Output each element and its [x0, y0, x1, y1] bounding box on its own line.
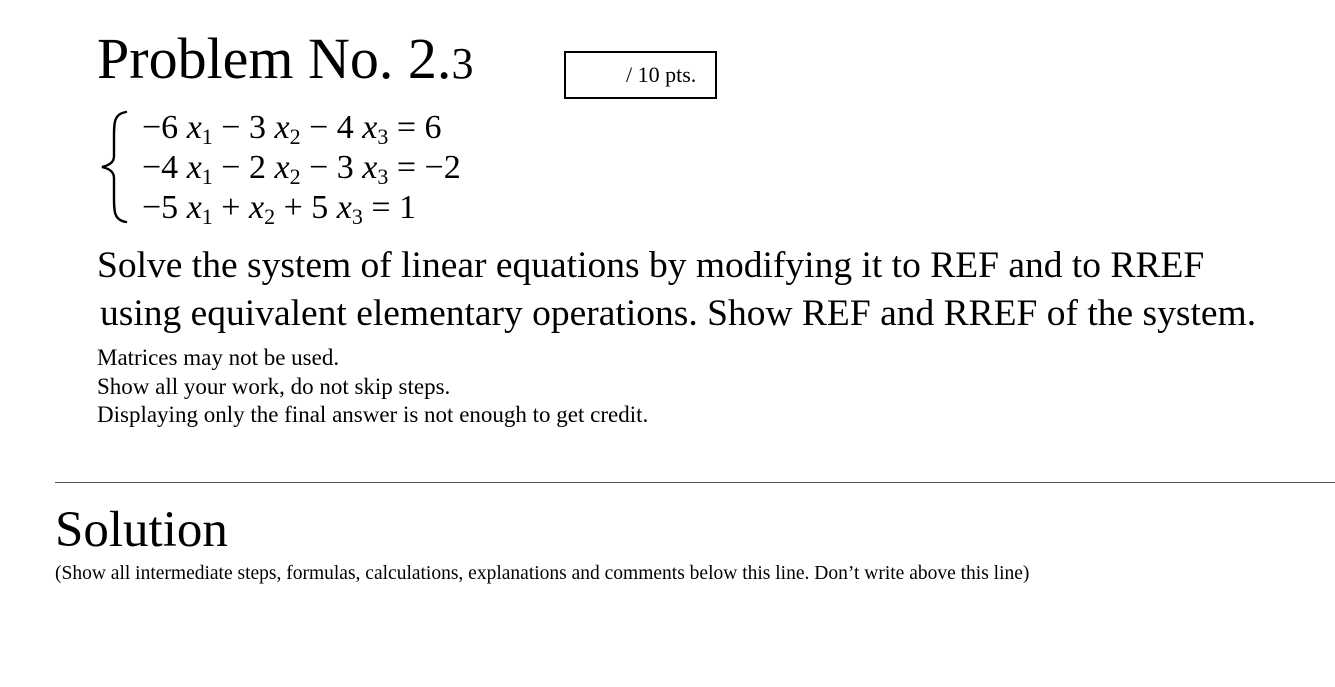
problem-instructions	[97, 242, 1327, 338]
eq3-op2: + 5	[275, 189, 337, 226]
eq3-coef1: −5	[142, 189, 179, 226]
note-item: Show all your work, do not skip steps.	[97, 373, 451, 399]
eq3-var3: x	[336, 189, 352, 226]
eq1-coef1: −6	[142, 109, 179, 146]
eq3-op1: +	[212, 189, 249, 226]
equation-system	[96, 108, 516, 229]
solution-note: (Show all intermediate steps, formulas, calculations, explanations and comments below this line. Don’t write above this line)	[55, 563, 1030, 584]
eq1-var3: x	[362, 109, 378, 146]
eq3-rhs: = 1	[362, 189, 417, 226]
eq1-op2: − 4	[300, 109, 363, 146]
note-item: Displaying only the final answer is not enough to get credit.	[97, 402, 649, 427]
page-title	[97, 26, 473, 97]
problem-title-main: Problem No. 2.	[97, 26, 452, 91]
eq1-sub2: 2	[289, 124, 301, 149]
divider-line	[55, 482, 1335, 483]
points-label: / 10 pts.	[626, 62, 697, 87]
eq3-sub1: 1	[201, 204, 213, 229]
eq2-op2: − 3	[300, 149, 363, 186]
eq1-rhs: = 6	[388, 109, 442, 146]
eq2-op1: − 2	[212, 149, 275, 186]
eq1-var2: x	[274, 109, 290, 146]
instructions-line-1: Solve the system of linear equations by modifying it to REF and to RREF	[97, 245, 1205, 286]
equation-3	[142, 188, 416, 237]
instructions-line-2: using equivalent elementary operations. Show REF and RREF of the system.	[100, 293, 1257, 334]
eq1-sub3: 3	[377, 124, 389, 149]
rules-notes	[97, 344, 648, 430]
eq3-var2: x	[248, 189, 265, 226]
eq2-sub3: 3	[377, 164, 389, 189]
left-brace-icon	[96, 108, 136, 226]
problem-title-number: 3	[451, 39, 474, 88]
eq1-op1: − 3	[212, 109, 275, 146]
eq2-sub1: 1	[201, 164, 213, 189]
eq2-sub2: 2	[289, 164, 301, 189]
eq2-coef1: −4	[142, 149, 179, 186]
eq2-rhs: = −2	[388, 149, 461, 186]
eq1-var1: x	[186, 109, 202, 146]
points-box[interactable]	[564, 51, 717, 99]
eq3-sub2: 2	[264, 204, 276, 229]
eq2-var3: x	[362, 149, 378, 186]
eq1-sub1: 1	[201, 124, 213, 149]
eq3-sub3: 3	[351, 204, 363, 229]
solution-heading: Solution	[55, 502, 228, 558]
note-item: Matrices may not be used.	[97, 345, 340, 370]
eq2-var1: x	[186, 149, 202, 186]
eq3-var1: x	[186, 189, 202, 226]
eq2-var2: x	[274, 149, 290, 186]
